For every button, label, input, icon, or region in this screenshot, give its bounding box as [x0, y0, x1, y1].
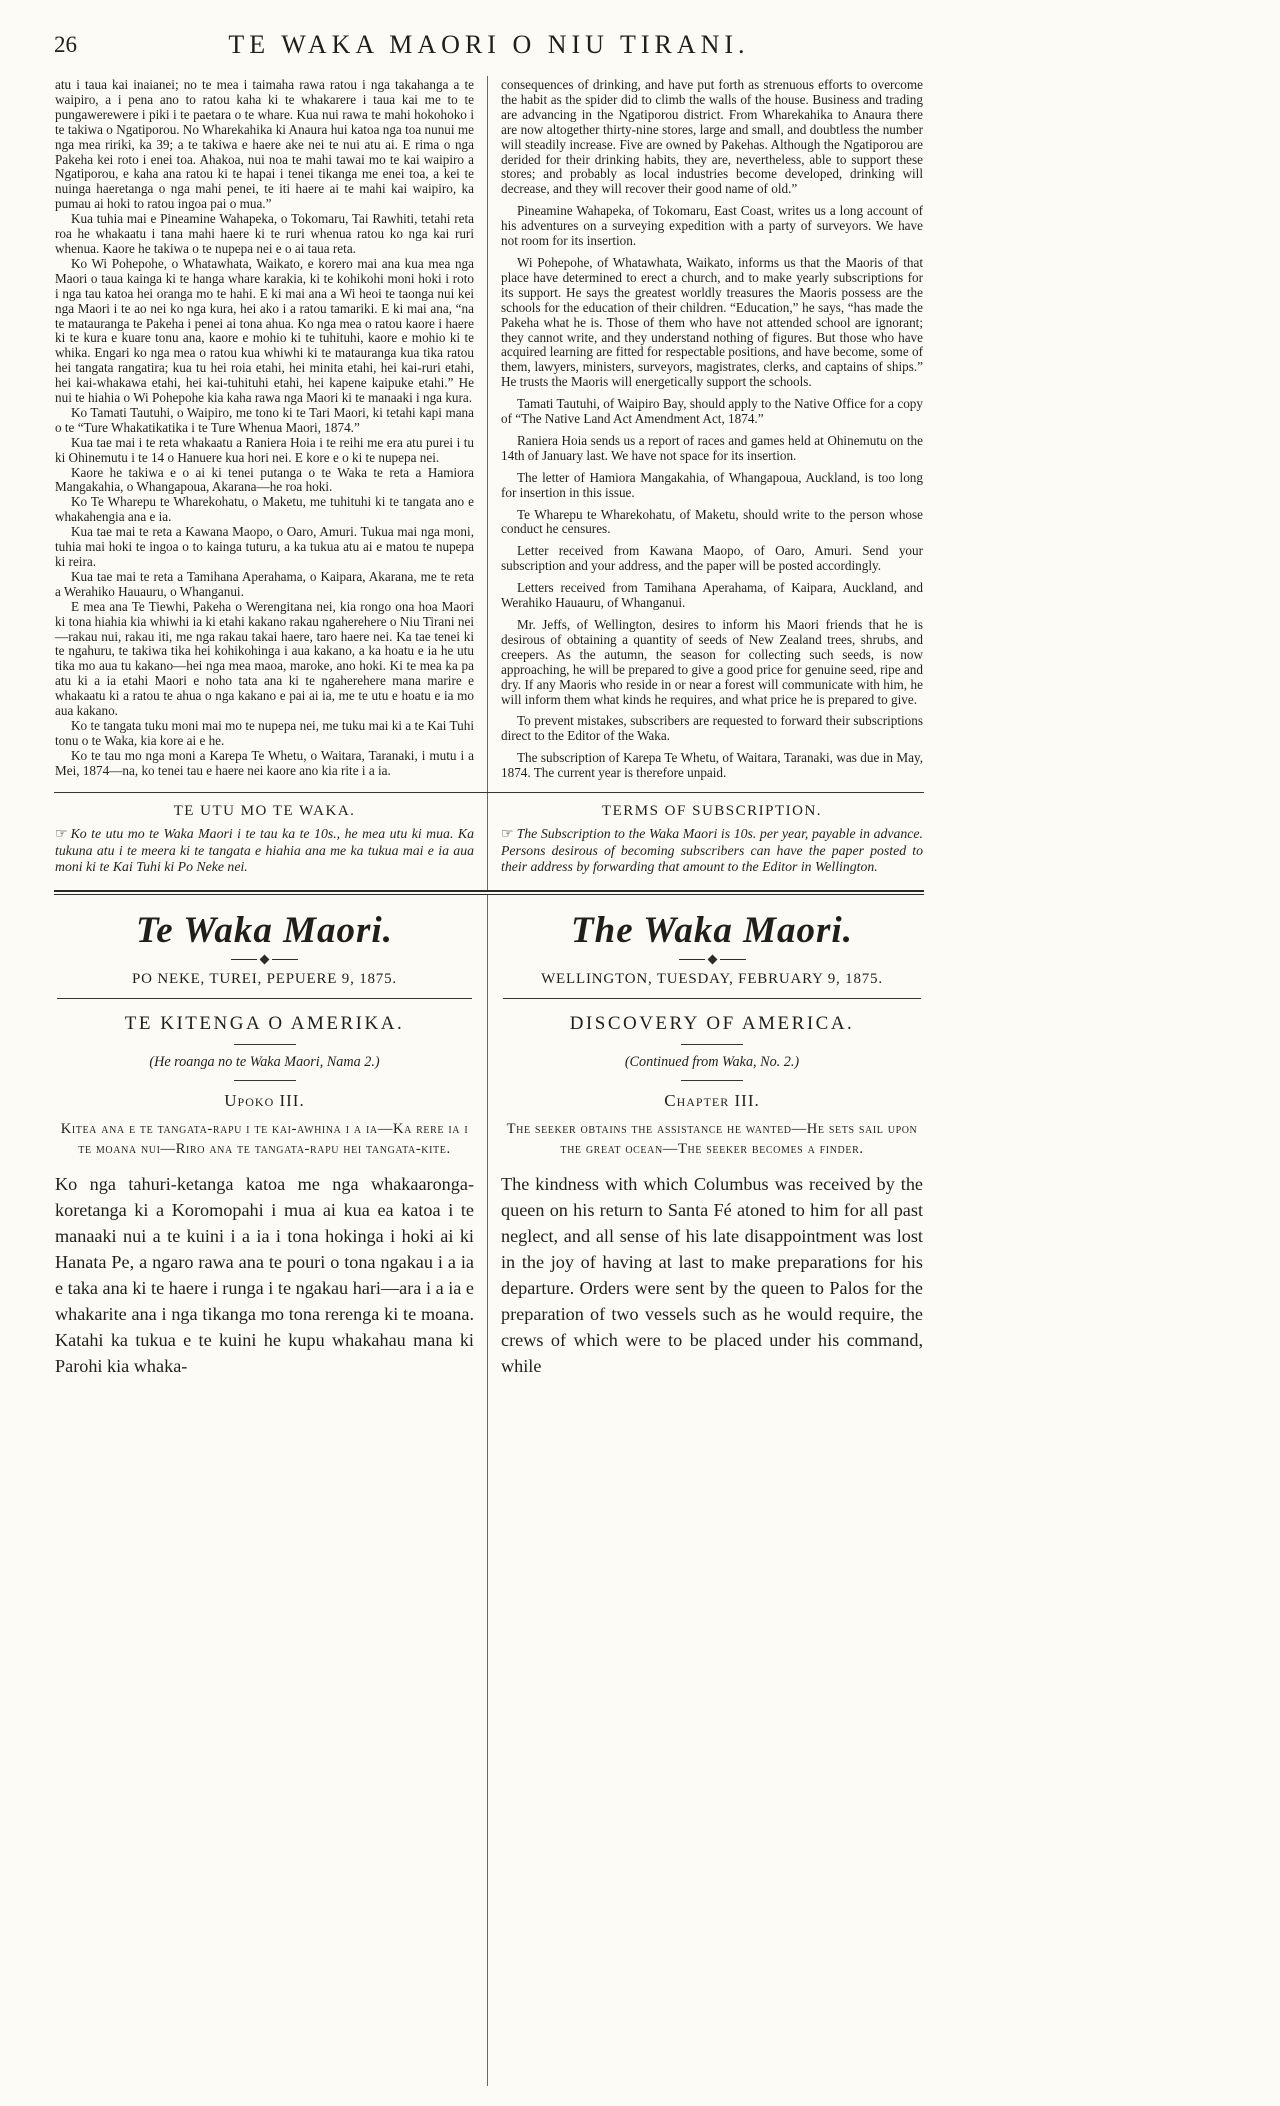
paragraph: Letter received from Kawana Maopo, of Oaro, Amuri. Send your subscription and your address, and the paper will be posted accordingly.	[501, 543, 923, 574]
paragraph: Letters received from Tamihana Aperahama, of Kaipara, Auckland, and Werahiko Hauauru, of Whanganui.	[501, 580, 923, 611]
article-body: Ko nga tahuri-ketanga katoa me nga whakaaronga-koretanga ki a Koromopahi i mua ai kua ea katoa i te manaaki nui a te kuini i a ia i tona hokinga i hoki ai ki Hanata Pe, a ngaro rawa ana te pouri o tona ngakau i a ia e taka ana ki te haere i runga i te ngakau hari—ara i a ia e whakarite ana i nga tikanga mo tona rerenga ki te moana. Katahi ka tukua e te kuini he kupu whakahau mana ki Parohi kia whaka-	[55, 1173, 474, 1376]
dateline: PO NEKE, TUREI, PEPUERE 9, 1875.	[132, 970, 397, 987]
article-subtitle: The seeker obtains the assistance he wanted—He sets sail upon the great ocean—The seeker becomes a finder.	[506, 1120, 918, 1157]
notices-section	[54, 76, 924, 792]
subscription-section	[54, 793, 924, 890]
chapter-heading: Chapter III.	[664, 1090, 760, 1110]
english-subscription	[488, 793, 924, 890]
masthead-ornament	[55, 956, 474, 963]
paragraph: consequences of drinking, and have put forth as strenuous efforts to overcome the habit as the spider did to climb the walls of the house. Business and trading are advancing in the Ngatiporou district. From Wharekahika to Anaura there are now altogether thirty-nine stores, large and small, and doubtless the number will steadily increase. Five are owned by Pakehas. Although the Ngatiporou are derided for their drinking habits, they are, nevertheless, able to support these stores; and probably as local industries become developed, drinking will decrease, and they will recover their good name of old.”	[501, 77, 923, 197]
paragraph: Ko Wi Pohepohe, o Whatawhata, Waikato, e korero mai ana kua mea nga Maori o taua kainga ki te hanga whare karakia, ki te kohikohi moni hoki i roto i nga tau katoa hei oranga mo te hahi. E ki mai ana a Wi heoi te taonga nui kei nga Maori i te ao nei ko nga kura, hei ako i a ratou tamariki. E ki mai ana, “na te matauranga te Pakeha i penei ai tona ahua. Ko nga mea o ratou kaore i haere ki te kura e kuare tonu ana, kaore e mohio ki te tuhituhi, kaore e mohio ki te whika. Engari ko nga mea o ratou kua whiwhi ki te matauranga kua tika ratou hei tangata rangatira; kua tu hei roia etahi, hei minita etahi, hei kai-ruri etahi, hei kai-whakawa etahi, hei kai-tuhituhi etahi, hei kapene kaipuke etahi.” He nui te hiahia o Wi Pohepohe kia kaha rawa nga Maori ki te manaaki i nga kura.	[55, 255, 474, 406]
paragraph: The letter of Hamiora Mangakahia, of Whangapoua, Auckland, is too long for insertion in this issue.	[501, 469, 923, 500]
paragraph: Tamati Tautuhi, of Waipiro Bay, should apply to the Native Office for a copy of “The Native Land Act Amendment Act, 1874.”	[501, 396, 923, 427]
masthead-ornament	[501, 956, 923, 963]
paragraph: atu i taua kai inaianei; no te mea i taimaha rawa ratou i nga takahanga a te waipiro, a i pena ano to ratou kaha ki te whakarere i taua kai me to te pungawerewere i piki i te paetara o te whare. Kua nui rawa te mahi hokohoko i te takiwa o Ngatiporou. No Wharekahika ki Anaura hui katoa nga toa nunui me nga mea ririki, ka 39; a te takiwa e haere ake nei te nui atu ai. E rima o nga Pakeha kei roto i enei toa. Ahakoa, nui noa te mahi tawai mo te kai waipiro a Ngatiporou, e kaha ana ratou ki te hapai i tenei tikanga me enei toa, a kei te nuinga haeretanga o nga mahi penei, te iti haere ai te mahi kai waipiro, ka pumau ai hoki to ratou ingoa pai o mua.”	[55, 77, 474, 212]
article-subtitle: Kitea ana e te tangata-rapu i te kai-awhina i a ia—Ka rere ia i te moana nui—Riro ana te tangata-rapu hei tangata-kite.	[60, 1120, 469, 1157]
maori-article-column	[54, 895, 488, 2086]
continued-rule	[234, 1080, 296, 1081]
paragraph: Kua tae mai te reta a Kawana Maopo, o Oaro, Amuri. Tukua mai nga moni, tuhia mai hoki te ingoa o to kainga tuturu, a ka tukua atu ai e matou te nupepa ki reira.	[55, 524, 474, 569]
paragraph: The subscription of Karepa Te Whetu, of Waitara, Taranaki, was due in May, 1874. The current year is therefore unpaid.	[501, 750, 923, 781]
english-article-column	[488, 895, 924, 2086]
article-body: The kindness with which Columbus was received by the queen on his return to Santa Fé atoned to him for all past neglect, and all sense of his late disappointment was lost in the joy of having at last to make preparations for his departure. Orders were sent by the queen to Palos for the preparation of two vessels such as he would require, the crews of which were to be placed under his command, while	[501, 1173, 923, 1376]
paragraph: Ko Tamati Tautuhi, o Waipiro, me tono ki te Tari Maori, ki tetahi kapi mana o te “Ture Whakatikatika i te Ture Whenua Maori, 1874.”	[55, 404, 474, 435]
maori-subscription	[54, 793, 488, 890]
ornament-line	[272, 959, 298, 960]
page-title: TE WAKA MAORI O NIU TIRANI.	[228, 30, 750, 59]
paragraph: Kua tae mai te reta a Tamihana Aperahama, o Kaipara, Akarana, me te reta a Werahiko Hauauru, o Whanganui.	[55, 568, 474, 599]
continued-rule	[681, 1080, 743, 1081]
paragraph: Mr. Jeffs, of Wellington, desires to inform his Maori friends that he is desirous of obtaining a quantity of seeds of New Zealand trees, shrubs, and creepers. As the autumn, the season for collecting such seeds, is now approaching, he will be prepared to give a good price for genuine seed, ripe and dry. If any Maoris who reside in or near a forest will communicate with him, he will inform them what kinds he requires, and what price he is prepared to give.	[501, 617, 923, 707]
dateline-rule	[57, 998, 472, 999]
page-header	[54, 20, 924, 76]
paragraph: Te Wharepu te Wharekohatu, of Maketu, should write to the person whose conduct he censures.	[501, 506, 923, 537]
article-title: DISCOVERY OF AMERICA.	[569, 1012, 855, 1034]
ornament-line	[679, 959, 705, 960]
paragraph: Raniera Hoia sends us a report of races and games held at Ohinemutu on the 14th of January last. We have not space for its insertion.	[501, 432, 923, 463]
dateline-rule	[503, 998, 921, 999]
english-column	[488, 76, 924, 792]
subscription-heading: TE UTU MO TE WAKA.	[173, 803, 356, 820]
pointing-hand-icon: ☞	[55, 826, 68, 843]
paragraph: Kua tuhia mai e Pineamine Wahapeka, o Tokomaru, Tai Rawhiti, tetahi reta roa he whakaatu i tana mahi haere ki te ruri whenua ratou ko nga kai ruri whenua. Kaore he takiwa o te nupepa nei e o ai taua reta.	[55, 211, 474, 256]
subscription-text	[55, 826, 474, 876]
paragraph: Ko te tangata tuku moni mai mo te nupepa nei, me tuku mai ki a te Kai Tuhi tonu o te Waka, kia kore ai e he.	[55, 717, 474, 748]
article-section	[54, 895, 924, 2086]
chapter-heading: Upoko III.	[224, 1090, 305, 1110]
paragraph: To prevent mistakes, subscribers are requested to forward their subscriptions direct to the Editor of the Waka.	[501, 713, 923, 744]
ornament-line	[231, 959, 257, 960]
article-title: TE KITENGA O AMERIKA.	[124, 1012, 405, 1034]
paragraph: E mea ana Te Tiewhi, Pakeha o Werengitana nei, kia rongo ona hoa Maori ki tona hiahia kia whiwhi ia ki etahi kakano rakau ngaherehere o Niu Tirani nei—rakau nui, rakau iti, me nga rakau takai haere, taro haere nei. Ka tae tenei ki te ngahuru, te takiwa tika hei kohikohinga i aua kakano, a ka hoatu e ia he utu tika mo aua tu kakano—hei nga mea maoa, maroke, ano hoki. Ki te mea ka pa atu ki a ia etahi Maori e noho tata ana ki te ngaherehere mana marire e whakaatu ki a ratou te ahua o nga kakano e pai ai ia, me te utu e hoatu e ia mo aua kakano.	[55, 598, 474, 719]
page-number: 26	[54, 32, 77, 57]
maori-column	[54, 76, 488, 792]
diamond-icon	[260, 954, 270, 964]
subscription-heading: TERMS OF SUBSCRIPTION.	[601, 803, 823, 820]
continued-note: (Continued from Waka, No. 2.)	[624, 1053, 800, 1070]
subscription-body-text: The Subscription to the Waka Maori is 10s. per year, payable in advance. Persons desirous of becoming subscribers can have the paper posted to their address by forwarding that amount to the Editor in Wellington.	[501, 826, 923, 875]
title-rule	[234, 1044, 296, 1045]
paragraph: Ko te tau mo nga moni a Karepa Te Whetu, o Waitara, Taranaki, i mutu i a Mei, 1874—na, ko tenei tau e haere nei kaore ano kia rite i a ia.	[55, 747, 474, 778]
masthead-title: Te Waka Maori.	[136, 909, 393, 951]
subscription-text	[501, 826, 923, 876]
continued-note: (He roanga no te Waka Maori, Nama 2.)	[149, 1053, 380, 1070]
diamond-icon	[707, 954, 717, 964]
newspaper-page	[54, 20, 924, 2086]
paragraph: Pineamine Wahapeka, of Tokomaru, East Coast, writes us a long account of his adventures on a surveying expedition with a party of surveyors. We have not room for its insertion.	[501, 203, 923, 249]
paragraph: Ko Te Wharepu te Wharekohatu, o Maketu, me tuhituhi ki te tangata ano e whakahengia ana e ia.	[55, 494, 474, 525]
subscription-body-text: Ko te utu mo te Waka Maori i te tau ka te 10s., he mea utu ki mua. Ka tukuna atu i te meera ki te tangata e hiahia ana me ka tukua mai e ia aua moni ki te Kai Tuhi ki Po Neke nei.	[55, 826, 474, 875]
pointing-hand-icon: ☞	[501, 826, 514, 843]
paragraph: Kaore he takiwa e o ai ki tenei putanga o te Waka te reta a Hamiora Mangakahia, o Whangapoua, Akarana—he roa hoki.	[55, 464, 474, 495]
ornament-line	[720, 959, 746, 960]
paragraph: Kua tae mai i te reta whakaatu a Raniera Hoia i te reihi me era atu purei i tu ki Ohinemutu i te 14 o Hanuere kua hori nei. E kore e o ki te nupepa nei.	[55, 434, 474, 465]
dateline: WELLINGTON, TUESDAY, FEBRUARY 9, 1875.	[541, 970, 883, 987]
title-rule	[681, 1044, 743, 1045]
paragraph: Wi Pohepohe, of Whatawhata, Waikato, informs us that the Maoris of that place have determined to erect a church, and to make yearly subscriptions for its support. He says the greatest worldly treasures the Maoris possess are the schools for the education of their children. “Education,” he says, “has made the Pakeha what he is. Those of them who have not attended school are ignorant; they cannot write, and they understand nothing of figures. But those who have acquired learning are fitted for respectable positions, and have become, some of them, lawyers, ministers, surveyors, magistrates, clerks, and captains of ships.” He trusts the Maoris will energetically support the schools.	[501, 254, 923, 390]
masthead-title: The Waka Maori.	[571, 909, 853, 951]
